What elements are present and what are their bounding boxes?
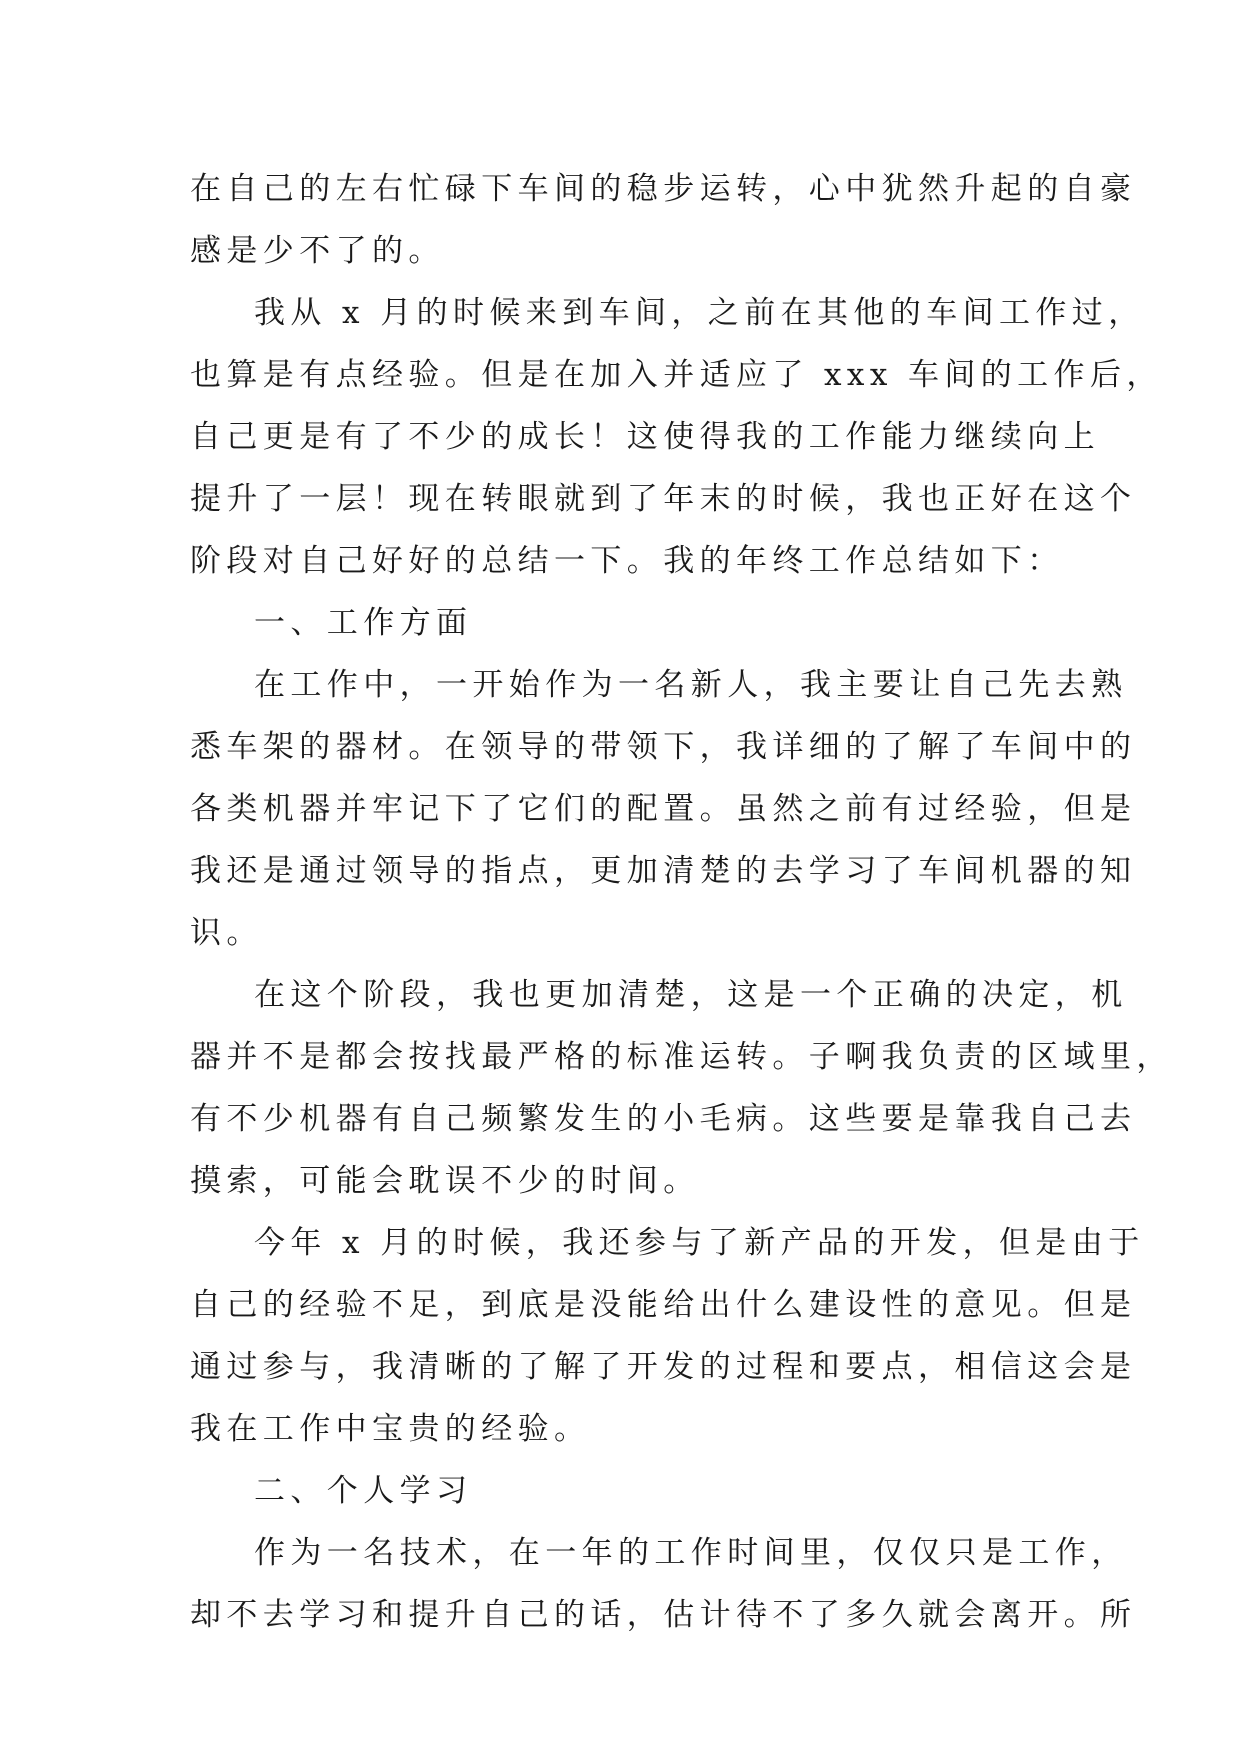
text-line: 在工作中，一开始作为一名新人，我主要让自己先去熟 bbox=[254, 667, 1128, 703]
text-line: 识。 bbox=[190, 915, 263, 951]
text-line: 我在工作中宝贵的经验。 bbox=[190, 1411, 591, 1447]
text-line: 自己的经验不足，到底是没能给出什么建设性的意见。但是 bbox=[190, 1287, 1137, 1323]
text-line: 我从 x 月的时候来到车间，之前在其他的车间工作过， bbox=[254, 295, 1145, 331]
section-heading: 二、个人学习 bbox=[254, 1473, 473, 1509]
text-line: 有不少机器有自己频繁发生的小毛病。这些要是靠我自己去 bbox=[190, 1101, 1137, 1137]
text-line: 在这个阶段，我也更加清楚，这是一个正确的决定，机 bbox=[254, 977, 1128, 1013]
text-line: 作为一名技术，在一年的工作时间里，仅仅只是工作， bbox=[254, 1535, 1128, 1571]
text-line: 通过参与，我清晰的了解了开发的过程和要点，相信这会是 bbox=[190, 1349, 1137, 1385]
text-line: 阶段对自己好好的总结一下。我的年终工作总结如下： bbox=[190, 543, 1064, 579]
text-line: 悉车架的器材。在领导的带领下，我详细的了解了车间中的 bbox=[190, 729, 1137, 765]
section-heading: 一、工作方面 bbox=[254, 605, 473, 641]
document-body bbox=[190, 158, 1173, 1646]
text-line: 却不去学习和提升自己的话，估计待不了多久就会离开。所 bbox=[190, 1597, 1137, 1633]
text-line: 器并不是都会按找最严格的标准运转。子啊我负责的区域里， bbox=[190, 1039, 1173, 1075]
text-line: 也算是有点经验。但是在加入并适应了 xxx 车间的工作后， bbox=[190, 357, 1163, 393]
text-line: 各类机器并牢记下了它们的配置。虽然之前有过经验，但是 bbox=[190, 791, 1137, 827]
text-line: 在自己的左右忙碌下车间的稳步运转，心中犹然升起的自豪 bbox=[190, 171, 1137, 207]
text-line: 感是少不了的。 bbox=[190, 233, 445, 269]
text-line: 今年 x 月的时候，我还参与了新产品的开发，但是由于 bbox=[254, 1225, 1145, 1261]
text-line: 提升了一层！现在转眼就到了年末的时候，我也正好在这个 bbox=[190, 481, 1137, 517]
text-line: 自己更是有了不少的成长！这使得我的工作能力继续向上 bbox=[190, 419, 1100, 455]
text-line: 我还是通过领导的指点，更加清楚的去学习了车间机器的知 bbox=[190, 853, 1137, 889]
text-line: 摸索，可能会耽误不少的时间。 bbox=[190, 1163, 700, 1199]
